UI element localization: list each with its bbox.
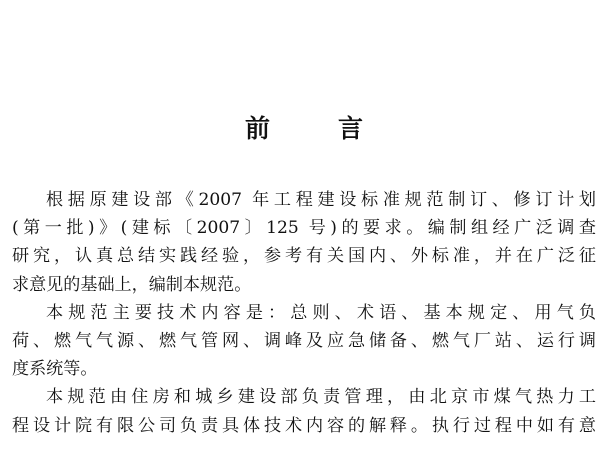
text-line: 本规范主要技术内容是：总则、术语、基本规定、用气负 [46,302,596,323]
text-line: 本规范由住房和城乡建设部负责管理，由北京市煤气热力工 [46,387,596,408]
paragraph [12,186,596,299]
text-line: 程设计院有限公司负责具体技术内容的解释。执行过程中如有意 [12,415,596,436]
text-line: 根据原建设部《2007 年工程建设标准规范制订、修订计划 [46,190,596,210]
title-char-2: 言 [338,114,364,143]
title-char-1: 前 [244,114,270,143]
text-line: 求意见的基础上，编制本规范。 [12,274,252,295]
paragraph [12,383,596,439]
text-line: 荷、燃气气源、燃气管网、调峰及应急储备、燃气厂站、运行调 [12,331,596,352]
body-text [12,186,596,440]
text-line: 度系统等。 [12,359,98,380]
page-title [0,112,608,146]
paragraph [12,299,596,384]
text-line: (第一批)》(建标〔2007〕125 号)的要求。编制组经广泛调查 [12,218,596,239]
text-line: 研究，认真总结实践经验，参考有关国内、外标准，并在广泛征 [12,246,596,267]
